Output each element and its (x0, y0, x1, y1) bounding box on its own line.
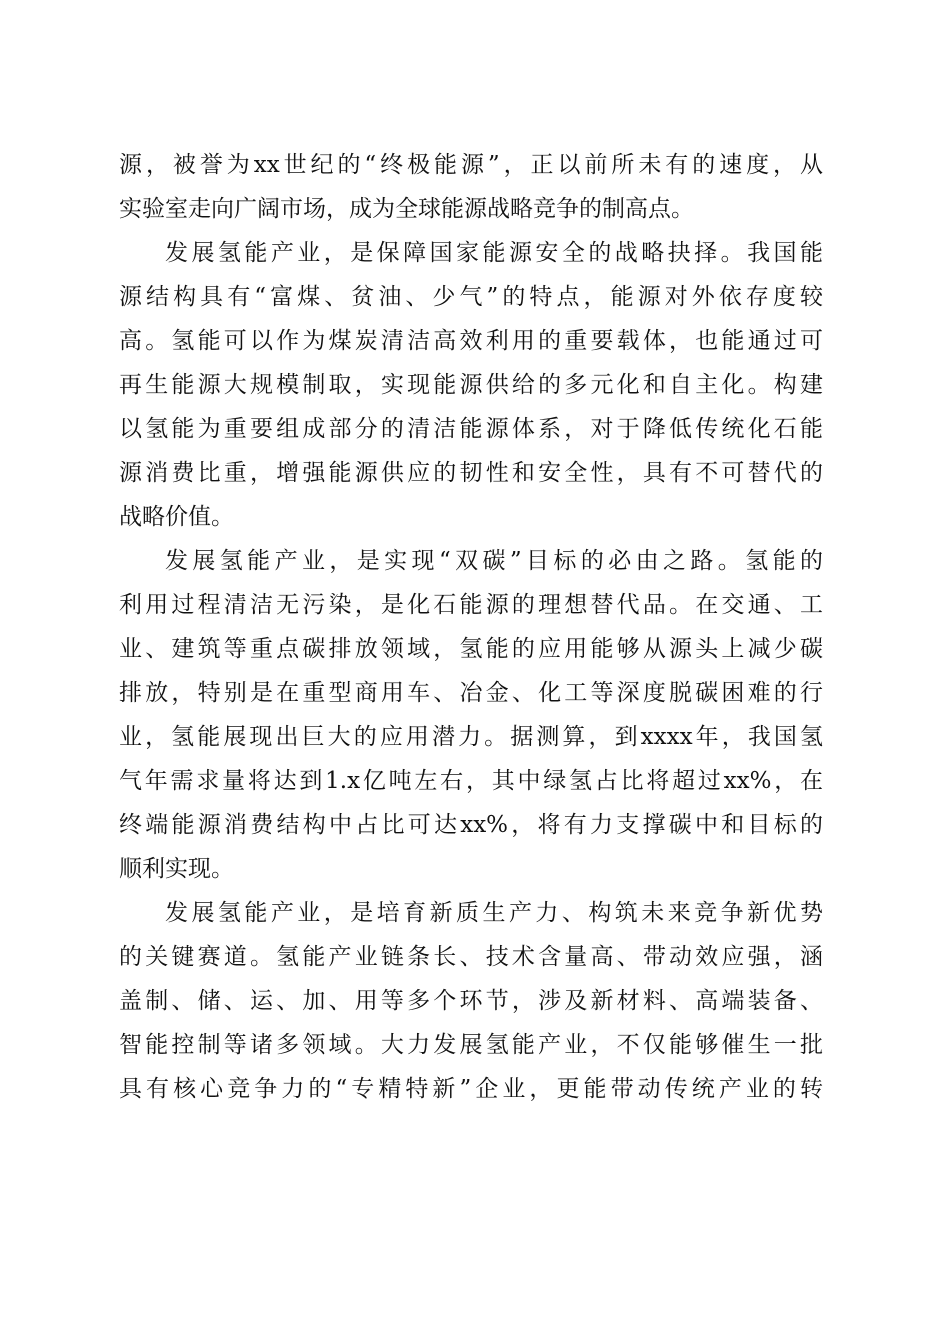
text-line: 盖制、储、运、加、用等多个环节，涉及新材料、高端装备、 (119, 988, 823, 1014)
text-line: 以氢能为重要组成部分的清洁能源体系，对于降低传统化石能 (119, 416, 823, 442)
text-line: 利用过程清洁无污染，是化石能源的理想替代品。在交通、工 (119, 592, 823, 618)
text-line: 顺利实现。 (119, 856, 234, 882)
text-line: 智能控制等诸多领域。大力发展氢能产业，不仅能够催生一批 (119, 1032, 823, 1058)
text-line: 发展氢能产业，是培育新质生产力、构筑未来竞争新优势 (165, 900, 823, 926)
text-line: 的关键赛道。氢能产业链条长、技术含量高、带动效应强，涵 (119, 944, 823, 970)
text-line: 具有核心竞争力的“专精特新”企业，更能带动传统产业的转 (119, 1076, 823, 1102)
paragraph-3 (119, 539, 823, 891)
text-line: 终端能源消费结构中占比可达xx%，将有力支撑碳中和目标的 (119, 812, 823, 838)
paragraph-4 (119, 891, 823, 1111)
text-line: 发展氢能产业，是实现“双碳”目标的必由之路。氢能的 (165, 548, 823, 574)
text-line: 源，被誉为xx世纪的“终极能源”，正以前所未有的速度，从 (119, 152, 823, 178)
document-body (119, 143, 823, 1111)
text-line: 业、建筑等重点碳排放领域，氢能的应用能够从源头上减少碳 (119, 636, 823, 662)
text-line: 高。氢能可以作为煤炭清洁高效利用的重要载体，也能通过可 (119, 328, 823, 354)
text-line: 源结构具有“富煤、贫油、少气”的特点，能源对外依存度较 (119, 284, 823, 310)
text-line: 发展氢能产业，是保障国家能源安全的战略抉择。我国能 (165, 240, 823, 266)
text-line: 源消费比重，增强能源供应的韧性和安全性，具有不可替代的 (119, 460, 823, 486)
paragraph-1 (119, 143, 823, 231)
text-line: 排放，特别是在重型商用车、冶金、化工等深度脱碳困难的行 (119, 680, 823, 706)
text-line: 战略价值。 (119, 504, 234, 530)
text-line: 业，氢能展现出巨大的应用潜力。据测算，到xxxx年，我国氢 (119, 724, 823, 750)
text-line: 再生能源大规模制取，实现能源供给的多元化和自主化。构建 (119, 372, 823, 398)
text-line: 实验室走向广阔市场，成为全球能源战略竞争的制高点。 (119, 196, 694, 222)
text-line: 气年需求量将达到1.x亿吨左右，其中绿氢占比将超过xx%，在 (119, 768, 823, 794)
paragraph-2 (119, 231, 823, 539)
